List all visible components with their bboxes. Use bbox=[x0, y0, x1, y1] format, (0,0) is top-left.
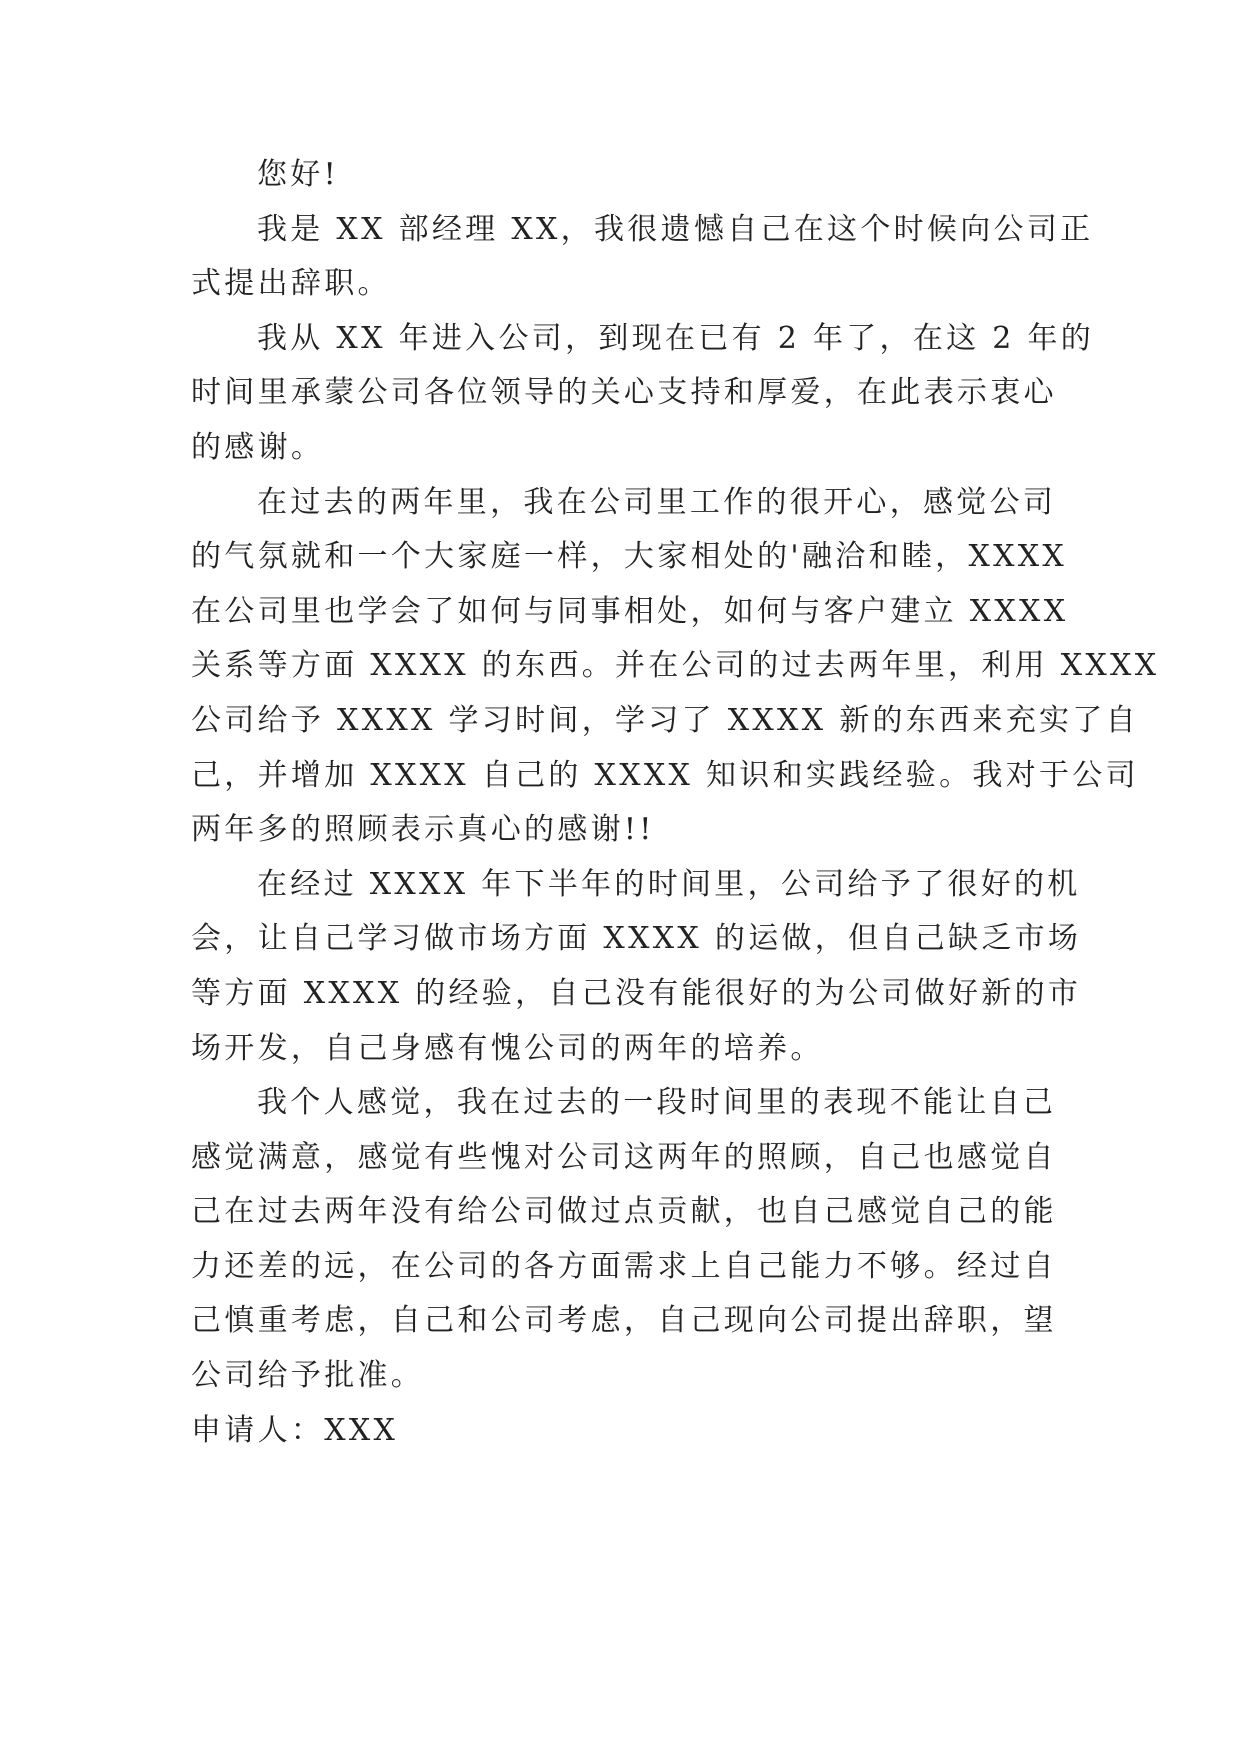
paragraph-5-line-3: 己在过去两年没有给公司做过点贡献，也自己感觉自己的能 bbox=[191, 1194, 1057, 1230]
paragraph-5-line-2: 感觉满意，感觉有些愧对公司这两年的照顾，自己也感觉自 bbox=[191, 1139, 1057, 1175]
paragraph-5-line-6: 公司给予批准。 bbox=[191, 1358, 425, 1394]
paragraph-3-line-7: 两年多的照顾表示真心的感谢!! bbox=[191, 812, 655, 848]
paragraph-2-line-1: 我从 XX 年进入公司，到现在已有 2 年了，在这 2 年的 bbox=[257, 320, 1095, 356]
paragraph-3-line-3: 在公司里也学会了如何与同事相处，如何与客户建立 XXXX bbox=[191, 593, 1069, 629]
paragraph-3-line-4: 关系等方面 XXXX 的东西。并在公司的过去两年里，利用 XXXX bbox=[191, 648, 1160, 684]
letter-body bbox=[191, 148, 1160, 1458]
paragraph-1-line-2: 式提出辞职。 bbox=[191, 266, 391, 302]
paragraph-4-line-1: 在经过 XXXX 年下半年的时间里，公司给予了很好的机 bbox=[257, 866, 1081, 902]
paragraph-5-line-5: 己慎重考虑，自己和公司考虑，自己现向公司提出辞职，望 bbox=[191, 1303, 1057, 1339]
paragraph-5-line-4: 力还差的远，在公司的各方面需求上自己能力不够。经过自 bbox=[191, 1248, 1057, 1284]
paragraph-4-line-3: 等方面 XXXX 的经验，自己没有能很好的为公司做好新的市 bbox=[191, 975, 1082, 1011]
greeting: 您好! bbox=[257, 157, 339, 192]
paragraph-4-line-4: 场开发，自己身感有愧公司的两年的培养。 bbox=[191, 1030, 824, 1066]
paragraph-5-line-1: 我个人感觉，我在过去的一段时间里的表现不能让自己 bbox=[257, 1085, 1057, 1121]
paragraph-3-line-6: 己，并增加 XXXX 自己的 XXXX 知识和实践经验。我对于公司 bbox=[191, 757, 1139, 793]
paragraph-4-line-2: 会，让自己学习做市场方面 XXXX 的运做，但自己缺乏市场 bbox=[191, 921, 1082, 957]
paragraph-2-line-2: 时间里承蒙公司各位领导的关心支持和厚爱，在此表示衷心 bbox=[191, 375, 1057, 411]
paragraph-2-line-3: 的感谢。 bbox=[191, 429, 325, 465]
signature: 申请人：XXX bbox=[191, 1412, 399, 1448]
paragraph-3-line-1: 在过去的两年里，我在公司里工作的很开心，感觉公司 bbox=[257, 484, 1057, 520]
paragraph-3-line-2: 的气氛就和一个大家庭一样，大家相处的'融洽和睦，XXXX bbox=[191, 539, 1068, 575]
paragraph-1-line-1: 我是 XX 部经理 XX，我很遗憾自己在这个时候向公司正 bbox=[257, 211, 1094, 247]
paragraph-3-line-5: 公司给予 XXXX 学习时间，学习了 XXXX 新的东西来充实了自 bbox=[191, 702, 1139, 738]
